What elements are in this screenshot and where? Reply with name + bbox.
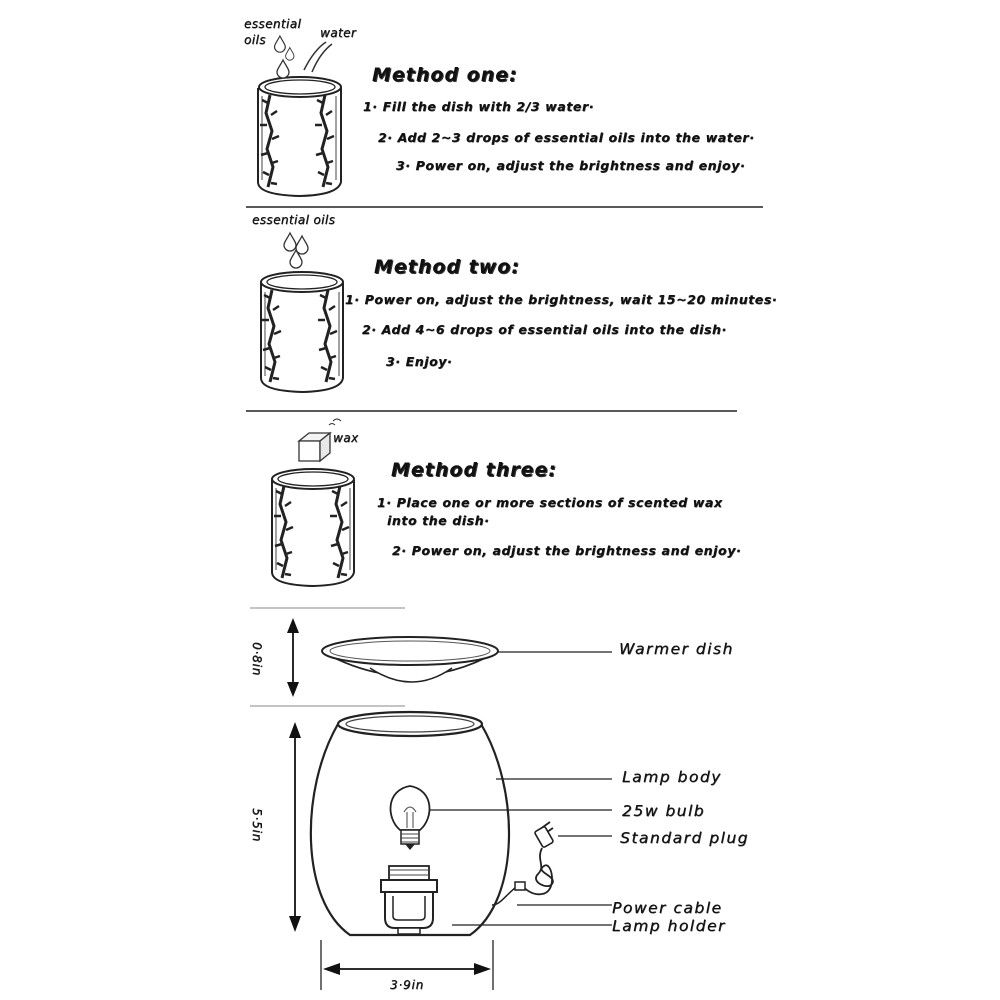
label-lamp-body: Lamp body xyxy=(622,768,722,786)
label-warmer-dish: Warmer dish xyxy=(619,640,734,658)
warmer-dish-drawing xyxy=(322,637,498,682)
method-one-step-3: 3· Power on, adjust the brightness and enjoy· xyxy=(396,158,746,173)
label-standard-plug: Standard plug xyxy=(620,829,750,847)
water-stream xyxy=(304,42,332,72)
dimension-body-width: 3·9in xyxy=(390,978,425,992)
method-two-title: Method two: xyxy=(374,256,520,278)
method-three-step-1-cont: into the dish· xyxy=(387,513,490,528)
label-essential-oils-2: essential oils xyxy=(252,213,336,227)
method-three-step-1: 1· Place one or more sections of scented wax xyxy=(377,495,723,510)
label-essential-oils-1: essential xyxy=(244,17,302,31)
method-three-step-2: 2· Power on, adjust the brightness and enjoy· xyxy=(392,543,742,558)
label-wax: wax xyxy=(333,431,359,445)
oil-drops-1 xyxy=(275,36,295,78)
cup-illustration-3 xyxy=(272,469,354,586)
method-one-title: Method one: xyxy=(372,64,518,86)
oil-drops-2 xyxy=(284,233,308,268)
method-one-step-1: 1· Fill the dish with 2/3 water· xyxy=(363,99,595,114)
label-water: water xyxy=(320,26,357,40)
dimension-body-height: 5·5in xyxy=(250,807,265,843)
label-25w-bulb: 25w bulb xyxy=(622,802,706,820)
label-lamp-holder: Lamp holder xyxy=(612,917,726,935)
cup-illustration-2 xyxy=(261,272,343,392)
dimension-dish-height: 0·8in xyxy=(250,641,265,677)
dish-height-arrow xyxy=(287,618,299,697)
method-three-title: Method three: xyxy=(391,459,558,481)
cup-illustration-1 xyxy=(258,77,341,196)
body-height-arrow xyxy=(289,722,301,932)
method-one-step-2: 2· Add 2~3 drops of essential oils into the water· xyxy=(378,130,755,145)
label-oils-1: oils xyxy=(244,33,266,47)
method-two-step-1: 1· Power on, adjust the brightness, wait 15~20 minutes· xyxy=(345,292,778,307)
method-two-step-3: 3· Enjoy· xyxy=(386,354,453,369)
method-two-step-2: 2· Add 4~6 drops of essential oils into the dish· xyxy=(362,322,727,337)
label-power-cable: Power cable xyxy=(612,899,723,917)
